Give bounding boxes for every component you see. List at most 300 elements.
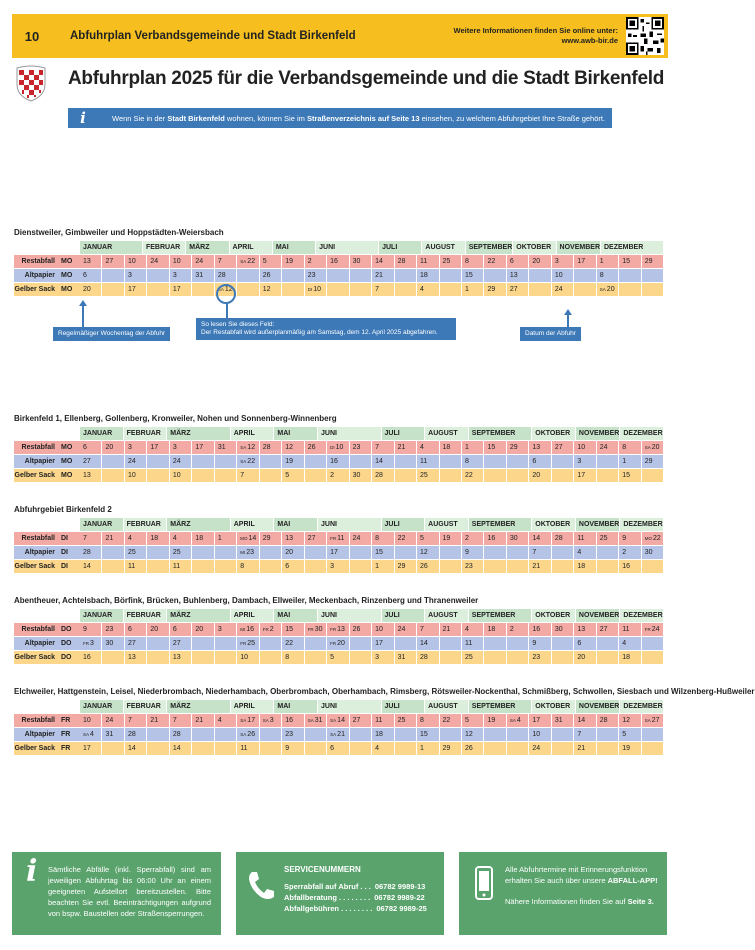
weekday-cell: MO: [58, 455, 80, 468]
date-cell: 6: [80, 441, 101, 454]
service-number[interactable]: 06782 9989-22: [374, 893, 425, 902]
date-cell: 27: [80, 455, 101, 468]
month-header: OKTOBER: [532, 518, 575, 531]
date-cell: [597, 742, 618, 755]
date-cell: [507, 714, 528, 727]
date-cell: [327, 269, 348, 282]
date-cell: [597, 283, 618, 296]
row-label: Restabfall: [14, 623, 58, 636]
date-cell: 2: [327, 469, 348, 482]
month-header: FEBRUAR: [124, 427, 167, 440]
date-cell: [642, 728, 663, 741]
date-cell: [192, 728, 213, 741]
date-cell: 21: [192, 714, 213, 727]
month-header: AUGUST: [425, 609, 468, 622]
date-cell: 10: [125, 469, 146, 482]
date-cell: [552, 560, 573, 573]
date-cell: 20: [80, 283, 101, 296]
date-cell: [147, 455, 168, 468]
coat-of-arms-icon: [14, 64, 48, 102]
qr-code-icon[interactable]: [626, 17, 664, 55]
date-cells: [80, 623, 664, 636]
date-cell: [147, 546, 168, 559]
month-cells: [80, 427, 664, 440]
date-cells: [80, 728, 664, 741]
spacer: [58, 609, 80, 622]
date-cell: [192, 560, 213, 573]
month-header: JUNI: [318, 609, 380, 622]
callout-date-arrowhead: [564, 309, 572, 315]
month-header: AUGUST: [425, 518, 468, 531]
date-cell: 13: [125, 651, 146, 664]
date-cell: 28: [597, 714, 618, 727]
date-cell: 24: [170, 455, 191, 468]
date-cell: 4: [417, 283, 438, 296]
month-header: MÄRZ: [167, 427, 229, 440]
date-cell: [619, 283, 640, 296]
month-header: APRIL: [231, 518, 274, 531]
date-cell: 13: [282, 532, 303, 545]
date-cell: [597, 651, 618, 664]
weekday-abbrev: SA: [217, 287, 224, 292]
date-cell: 8: [597, 269, 618, 282]
month-header: NOVEMBER: [576, 700, 619, 713]
table-row: [14, 728, 664, 741]
date-cell: 26: [260, 269, 281, 282]
date-cell: 22: [484, 255, 505, 268]
month-header: MAI: [274, 427, 317, 440]
date-cell: 8: [462, 255, 483, 268]
phone-icon: [246, 870, 276, 905]
date-cell: 28: [372, 469, 393, 482]
month-header: AUGUST: [425, 700, 468, 713]
date-cell: 4: [574, 546, 595, 559]
weekday-cell: FR: [58, 714, 80, 727]
date-cell: 24: [125, 455, 146, 468]
service-title: SERVICENUMMERN: [284, 865, 361, 874]
date-cell: 28: [80, 546, 101, 559]
date-cells: [80, 651, 664, 664]
date-cell: [282, 269, 303, 282]
weekday-cell: MO: [58, 283, 80, 296]
schedule-section: [14, 596, 664, 665]
date-cell: 27: [170, 637, 191, 650]
date-cell: 18: [417, 269, 438, 282]
date-cell: 8: [282, 651, 303, 664]
date-cell: [327, 283, 348, 296]
app-text: Alle Abfuhrtermine mit Erinnerungsfunktion erhalten Sie auch über unsere ABFALL-APP!: [505, 865, 658, 885]
date-cell: [440, 469, 461, 482]
date-cell: 29: [507, 441, 528, 454]
page-number: 10: [24, 28, 40, 44]
date-cell: 5: [260, 255, 281, 268]
date-cell: 24: [192, 255, 213, 268]
date-cell: 5: [282, 469, 303, 482]
date-cell: [260, 714, 281, 727]
month-header-row: [14, 427, 664, 440]
date-cell: 1: [417, 742, 438, 755]
date-cell: 17: [574, 255, 595, 268]
date-cell: 30: [552, 623, 573, 636]
service-label: Sperrabfall auf Abruf . . .: [284, 882, 371, 891]
date-cell: [147, 560, 168, 573]
weekday-abbrev: SA: [240, 459, 247, 464]
date-cell: 8: [237, 560, 258, 573]
date-number: 20: [337, 640, 345, 647]
month-cells: [80, 609, 664, 622]
date-cell: 26: [305, 441, 326, 454]
date-cell: [642, 532, 663, 545]
date-cells: [80, 560, 664, 573]
month-header: MAI: [274, 700, 317, 713]
date-cell: 19: [619, 742, 640, 755]
date-cell: [215, 455, 236, 468]
date-cell: 10: [170, 255, 191, 268]
date-cell: 4: [619, 637, 640, 650]
date-cell: [597, 637, 618, 650]
month-header: JUNI: [318, 518, 380, 531]
service-number[interactable]: 06782 9989-13: [374, 882, 426, 891]
date-cell: 4: [417, 441, 438, 454]
callout-weekday: Regelmäßiger Wochentag der Abfuhr: [53, 327, 170, 341]
date-cell: 27: [552, 441, 573, 454]
date-cell: [237, 455, 258, 468]
date-cell: [529, 283, 550, 296]
date-cell: 15: [282, 623, 303, 636]
date-cell: 5: [619, 728, 640, 741]
date-cell: [484, 560, 505, 573]
date-cell: 22: [395, 532, 416, 545]
date-cell: [395, 469, 416, 482]
date-cell: [260, 651, 281, 664]
month-header: OKTOBER: [532, 700, 575, 713]
date-cell: [642, 623, 663, 636]
date-cell: [102, 469, 123, 482]
date-cell: [507, 651, 528, 664]
date-number: 12: [224, 286, 233, 293]
date-cell: 27: [597, 623, 618, 636]
date-cell: [215, 469, 236, 482]
date-cell: [529, 269, 550, 282]
date-cell: 17: [372, 637, 393, 650]
date-cell: 31: [102, 728, 123, 741]
row-label: Altpapier: [14, 455, 58, 468]
date-cells: [80, 269, 664, 282]
date-cell: 14: [417, 637, 438, 650]
date-cell: [215, 728, 236, 741]
weekday-abbrev: DI: [307, 287, 313, 292]
date-cell: 11: [574, 532, 595, 545]
date-cell: 10: [125, 255, 146, 268]
date-cell: 13: [80, 255, 101, 268]
date-cell: 13: [574, 623, 595, 636]
spacer: [14, 700, 58, 713]
header-title: Abfuhrplan Verbandsgemeinde und Stadt Birkenfeld: [70, 30, 356, 42]
row-label: Gelber Sack: [14, 742, 58, 755]
weekday-abbrev: MO: [240, 536, 248, 541]
date-cell: 28: [170, 728, 191, 741]
weekday-abbrev: SA: [83, 732, 90, 737]
date-cell: 16: [80, 651, 101, 664]
month-header: MAI: [274, 609, 317, 622]
date-cell: [597, 728, 618, 741]
date-cell: [102, 283, 123, 296]
date-cell: 15: [372, 546, 393, 559]
date-cell: 3: [170, 269, 191, 282]
date-cell: [192, 546, 213, 559]
header-info-url[interactable]: www.awb-bir.de: [561, 36, 618, 45]
month-header: SEPTEMBER: [469, 518, 531, 531]
date-cell: [102, 546, 123, 559]
date-cell: [552, 651, 573, 664]
date-cells: [80, 637, 664, 650]
date-cell: 29: [440, 742, 461, 755]
date-cell: [552, 455, 573, 468]
header-info: [454, 26, 618, 46]
month-header: DEZEMBER: [620, 609, 663, 622]
date-cell: [192, 469, 213, 482]
date-cell: 10: [552, 269, 573, 282]
date-cell: [507, 455, 528, 468]
section-heading: Abentheuer, Achtelsbach, Börfink, Brücken, Buhlenberg, Dambach, Ellweiler, Meckenbach, Rinzenberg und Thranenweiler: [14, 596, 479, 605]
date-cell: 31: [215, 441, 236, 454]
date-cell: [395, 546, 416, 559]
table-row: [14, 532, 664, 545]
date-cell: [305, 651, 326, 664]
date-number: 20: [606, 286, 615, 293]
date-cell: [395, 637, 416, 650]
date-cell: 19: [440, 532, 461, 545]
date-cell: [327, 728, 348, 741]
date-cell: 16: [282, 714, 303, 727]
date-number: 31: [314, 717, 323, 724]
service-number[interactable]: 06782 9989-25: [376, 904, 427, 913]
date-cell: 27: [305, 532, 326, 545]
month-header: JANUAR: [80, 241, 142, 254]
date-cell: 7: [170, 714, 191, 727]
weekday-abbrev: DI: [330, 445, 335, 450]
date-cell: [327, 441, 348, 454]
weekday-abbrev: FR: [240, 641, 247, 646]
date-cell: 4: [125, 532, 146, 545]
weekday-abbrev: MI: [240, 627, 246, 632]
date-cell: [237, 546, 258, 559]
date-cell: [642, 469, 663, 482]
weekday-abbrev: MO: [644, 536, 652, 541]
date-cell: 10: [372, 623, 393, 636]
date-cell: 15: [462, 269, 483, 282]
date-cell: [484, 728, 505, 741]
date-cell: 28: [417, 651, 438, 664]
footer-service-box: [236, 852, 444, 935]
date-cell: [440, 269, 461, 282]
date-cell: [260, 728, 281, 741]
date-cell: [440, 455, 461, 468]
date-cell: 11: [462, 637, 483, 650]
date-cell: 29: [484, 283, 505, 296]
date-cell: [597, 546, 618, 559]
date-cell: 18: [372, 728, 393, 741]
date-cell: 10: [574, 441, 595, 454]
date-cell: [305, 637, 326, 650]
month-header: MÄRZ: [186, 241, 228, 254]
date-cell: [642, 637, 663, 650]
month-header: MÄRZ: [167, 518, 229, 531]
month-header: JUNI: [318, 427, 380, 440]
section-heading: Dienstweiler, Gimbweiler und Hoppstädten-Weiersbach: [14, 228, 224, 237]
date-cell: 17: [529, 714, 550, 727]
date-cell: 6: [282, 560, 303, 573]
date-cell: 20: [529, 469, 550, 482]
callout-date-arrow: [567, 313, 569, 327]
date-cell: 21: [440, 623, 461, 636]
schedule-section: [14, 687, 755, 756]
month-header: FEBRUAR: [124, 518, 167, 531]
date-cell: [395, 742, 416, 755]
date-cell: 16: [619, 560, 640, 573]
date-cell: 7: [215, 255, 236, 268]
date-cell: 3: [574, 455, 595, 468]
date-cell: 27: [507, 283, 528, 296]
date-cell: 28: [260, 441, 281, 454]
date-cell: 11: [170, 560, 191, 573]
date-cell: 27: [125, 637, 146, 650]
date-number: 17: [247, 717, 256, 724]
date-cell: 11: [372, 714, 393, 727]
date-cell: 19: [282, 455, 303, 468]
info-bar: [68, 108, 612, 128]
date-cell: [552, 469, 573, 482]
month-header: OKTOBER: [513, 241, 555, 254]
date-cell: 27: [350, 714, 371, 727]
month-header: JULI: [379, 241, 421, 254]
footer-note-box: [12, 852, 221, 935]
date-cell: 18: [440, 441, 461, 454]
weekday-cell: DO: [58, 651, 80, 664]
date-cell: [102, 651, 123, 664]
service-label: Abfallgebühren . . . . . . . .: [284, 904, 373, 913]
date-cell: [327, 637, 348, 650]
date-cell: 7: [417, 623, 438, 636]
date-cell: 10: [170, 469, 191, 482]
date-cell: [350, 651, 371, 664]
row-label: Gelber Sack: [14, 469, 58, 482]
weekday-abbrev: SA: [330, 732, 337, 737]
month-header: NOVEMBER: [557, 241, 600, 254]
date-cell: [147, 742, 168, 755]
callout-example-title: So lesen Sie dieses Feld:: [201, 321, 275, 328]
month-header: FEBRUAR: [124, 700, 167, 713]
date-cell: 13: [170, 651, 191, 664]
date-cell: 25: [440, 255, 461, 268]
date-cell: 11: [417, 455, 438, 468]
date-cell: [305, 623, 326, 636]
table-row: [14, 742, 664, 755]
date-number: 4: [90, 731, 94, 738]
date-cell: [642, 714, 663, 727]
date-cell: [237, 532, 258, 545]
date-number: 22: [247, 258, 256, 265]
date-number: 20: [651, 444, 660, 451]
date-cell: [642, 651, 663, 664]
date-cell: 18: [484, 623, 505, 636]
date-cell: 6: [327, 742, 348, 755]
date-number: 10: [335, 444, 344, 451]
month-header: NOVEMBER: [576, 518, 619, 531]
date-cell: [642, 560, 663, 573]
month-header: MAI: [274, 518, 317, 531]
month-header: SEPTEMBER: [466, 241, 513, 254]
table-row: [14, 283, 664, 296]
row-label: Gelber Sack: [14, 651, 58, 664]
date-cell: [574, 283, 595, 296]
weekday-cell: DO: [58, 623, 80, 636]
weekday-abbrev: FR: [262, 627, 269, 632]
date-cell: 19: [282, 255, 303, 268]
month-header: JULI: [382, 700, 425, 713]
date-cell: 28: [395, 255, 416, 268]
table-row: [14, 637, 664, 650]
date-number: 11: [337, 535, 345, 542]
date-cell: 17: [80, 742, 101, 755]
date-cell: 29: [260, 532, 281, 545]
table-row: [14, 623, 664, 636]
date-cell: 6: [507, 255, 528, 268]
date-number: 4: [516, 717, 521, 724]
table-row: [14, 714, 664, 727]
date-cell: 17: [192, 441, 213, 454]
date-cell: [507, 637, 528, 650]
date-number: 10: [313, 286, 321, 293]
date-cell: [215, 546, 236, 559]
month-header: OKTOBER: [532, 609, 575, 622]
date-cell: [552, 728, 573, 741]
date-cell: [327, 623, 348, 636]
date-number: 14: [337, 717, 345, 724]
date-cell: 6: [170, 623, 191, 636]
callout-date: Datum der Abfuhr: [520, 327, 581, 341]
date-cell: [147, 637, 168, 650]
date-cell: 1: [462, 441, 483, 454]
date-cells: [80, 714, 664, 727]
date-cell: [147, 283, 168, 296]
date-cell: 24: [350, 532, 371, 545]
date-cell: 5: [462, 714, 483, 727]
date-cell: [507, 546, 528, 559]
date-cell: 11: [237, 742, 258, 755]
weekday-abbrev: FR: [330, 641, 337, 646]
date-number: 24: [651, 626, 660, 633]
date-cell: [305, 455, 326, 468]
date-cell: 12: [417, 546, 438, 559]
date-cell: 15: [417, 728, 438, 741]
date-cell: 8: [417, 714, 438, 727]
month-header: OKTOBER: [532, 427, 575, 440]
date-cell: [597, 469, 618, 482]
weekday-cell: MO: [58, 469, 80, 482]
date-cell: 7: [372, 441, 393, 454]
date-cell: 30: [642, 546, 663, 559]
date-cell: 5: [327, 651, 348, 664]
info-text: Wenn Sie in der Stadt Birkenfeld wohnen, können Sie im Straßenverzeichnis auf Seite 13 einsehen, zu welchem Abfuhrgebiet Ihre Straße gehört.: [112, 113, 606, 123]
date-cell: [215, 560, 236, 573]
date-cell: 2: [462, 532, 483, 545]
month-header: AUGUST: [422, 241, 464, 254]
schedule-section: [14, 414, 664, 483]
date-cell: 1: [462, 283, 483, 296]
date-cell: 20: [147, 623, 168, 636]
date-cell: [350, 742, 371, 755]
